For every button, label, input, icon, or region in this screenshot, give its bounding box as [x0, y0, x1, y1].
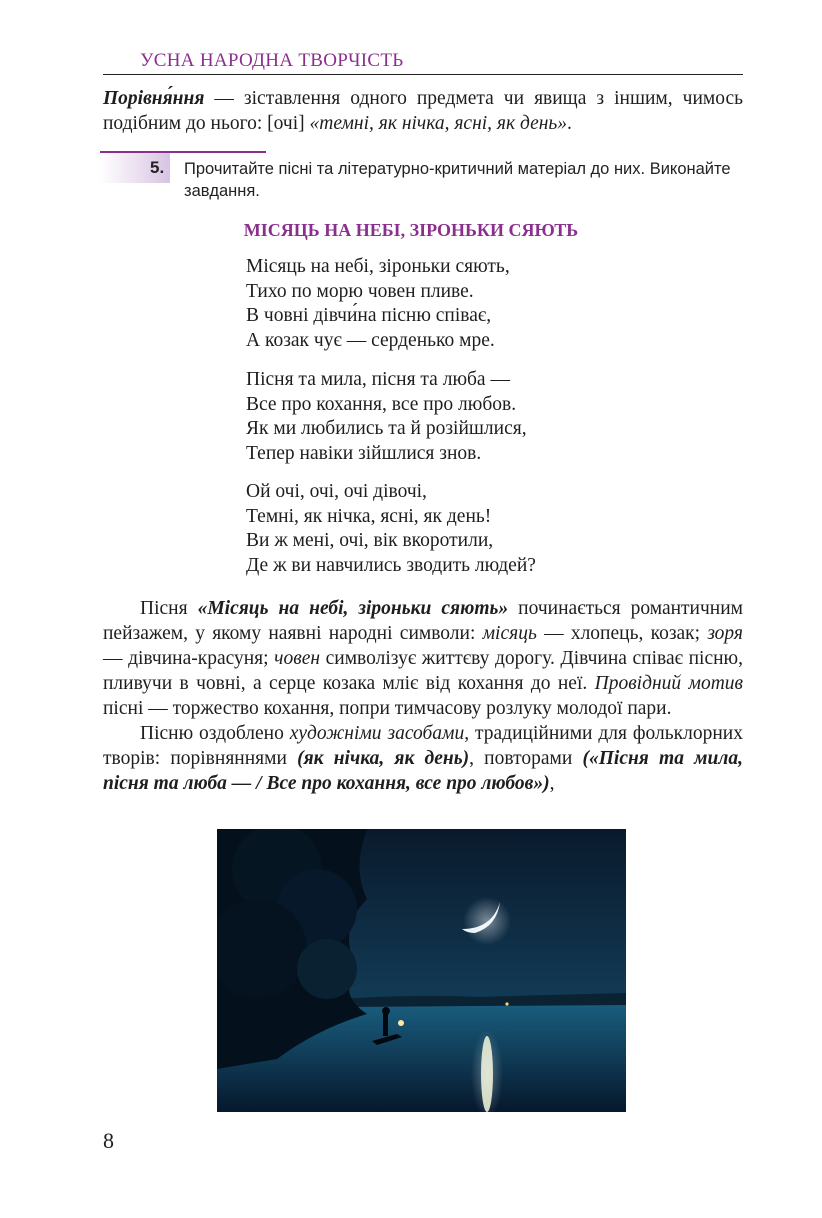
text-run: — дівчина-красуня; — [103, 648, 275, 669]
song-line: Пісня та мила, пісня та люба — — [246, 369, 510, 390]
text-run: , — [549, 773, 555, 794]
text-run: символізує життєву дорогу. Дівчина співає пісню, пливучи в човні, а серце козака мліє від кохання до неї. — [103, 648, 743, 694]
text-run: — хлопець, козак; — [536, 623, 708, 644]
night-lake-illustration — [217, 829, 626, 1112]
analysis-text — [103, 596, 743, 796]
header-divider — [103, 74, 743, 75]
task-text: Прочитайте пісні та літературно-критичний матеріал до них. Виконайте завдання. — [184, 160, 731, 200]
song-line: Ой очі, очі, очі дівочі, — [246, 481, 427, 502]
task-number: 5. — [150, 158, 165, 177]
symbol-term: човен — [274, 648, 321, 669]
motif-term: Провідний мотив — [594, 673, 743, 694]
song-line: В човні дівчи́на пісню співає, — [246, 305, 492, 326]
song-line: Все про кохання, все про любов. — [246, 393, 517, 415]
page-number: 8 — [103, 1128, 114, 1153]
analysis-paragraph-2 — [103, 721, 743, 796]
text-run: Пісня — [140, 598, 198, 619]
song-stanza-3 — [246, 480, 536, 578]
analysis-paragraph-1 — [103, 596, 743, 721]
song-title: МІСЯЦЬ НА НЕБІ, ЗІРОНЬКИ СЯЮТЬ — [243, 220, 579, 240]
text-run: пісні — торжество кохання, попри тимчасову розлуку молодої пари. — [103, 698, 672, 719]
song-line: Ви ж мені, очі, вік вкоротили, — [246, 530, 494, 551]
song-stanza-1 — [246, 255, 510, 353]
definition-example: «темні, як нічка, ясні, як день» — [309, 113, 568, 134]
repetitions-example: («Пісня та мила, пісня та люба — / Все про кохання, все про любов») — [103, 748, 743, 794]
definition-paragraph — [103, 86, 743, 136]
text-run: , традиційними для фольклорних творів: порівняннями — [103, 723, 743, 769]
song-line: Як ми любились та й розійшлися, — [246, 418, 527, 439]
symbol-term: зоря — [707, 623, 743, 644]
means-term: художніми засобами — [289, 723, 465, 744]
comparisons-example: (як нічка, як день) — [297, 748, 470, 769]
definition-end: . — [567, 113, 572, 134]
song-line: Де ж ви навчились зводить людей? — [246, 554, 536, 576]
song-line: Місяць на небі, зіроньки сяють, — [246, 256, 510, 277]
symbol-term: місяць — [482, 623, 537, 644]
text-run: , повторами — [469, 748, 583, 769]
song-line: А козак чує — серденько мре. — [246, 329, 495, 351]
definition-text: — зіставлення одного предмета чи явища з іншим, чимось подібним до нього: [очі] — [103, 88, 743, 134]
song-line: Тихо по морю човен пливе. — [246, 280, 474, 302]
song-line: Тепер навіки зійшлися знов. — [246, 442, 482, 464]
song-name-reference: «Місяць на небі, зіроньки сяють» — [197, 598, 509, 619]
section-header: УСНА НАРОДНА ТВОРЧІСТЬ — [140, 50, 404, 71]
song-stanza-2 — [246, 368, 527, 466]
definition-term: Порівня́ння — [103, 88, 205, 109]
text-run: починається романтичним пейзажем, у якому наявні народні символи: — [103, 598, 744, 644]
text-run: Пісню оздоблено — [140, 723, 290, 744]
song-line: Темні, як нічка, ясні, як день! — [246, 505, 492, 527]
